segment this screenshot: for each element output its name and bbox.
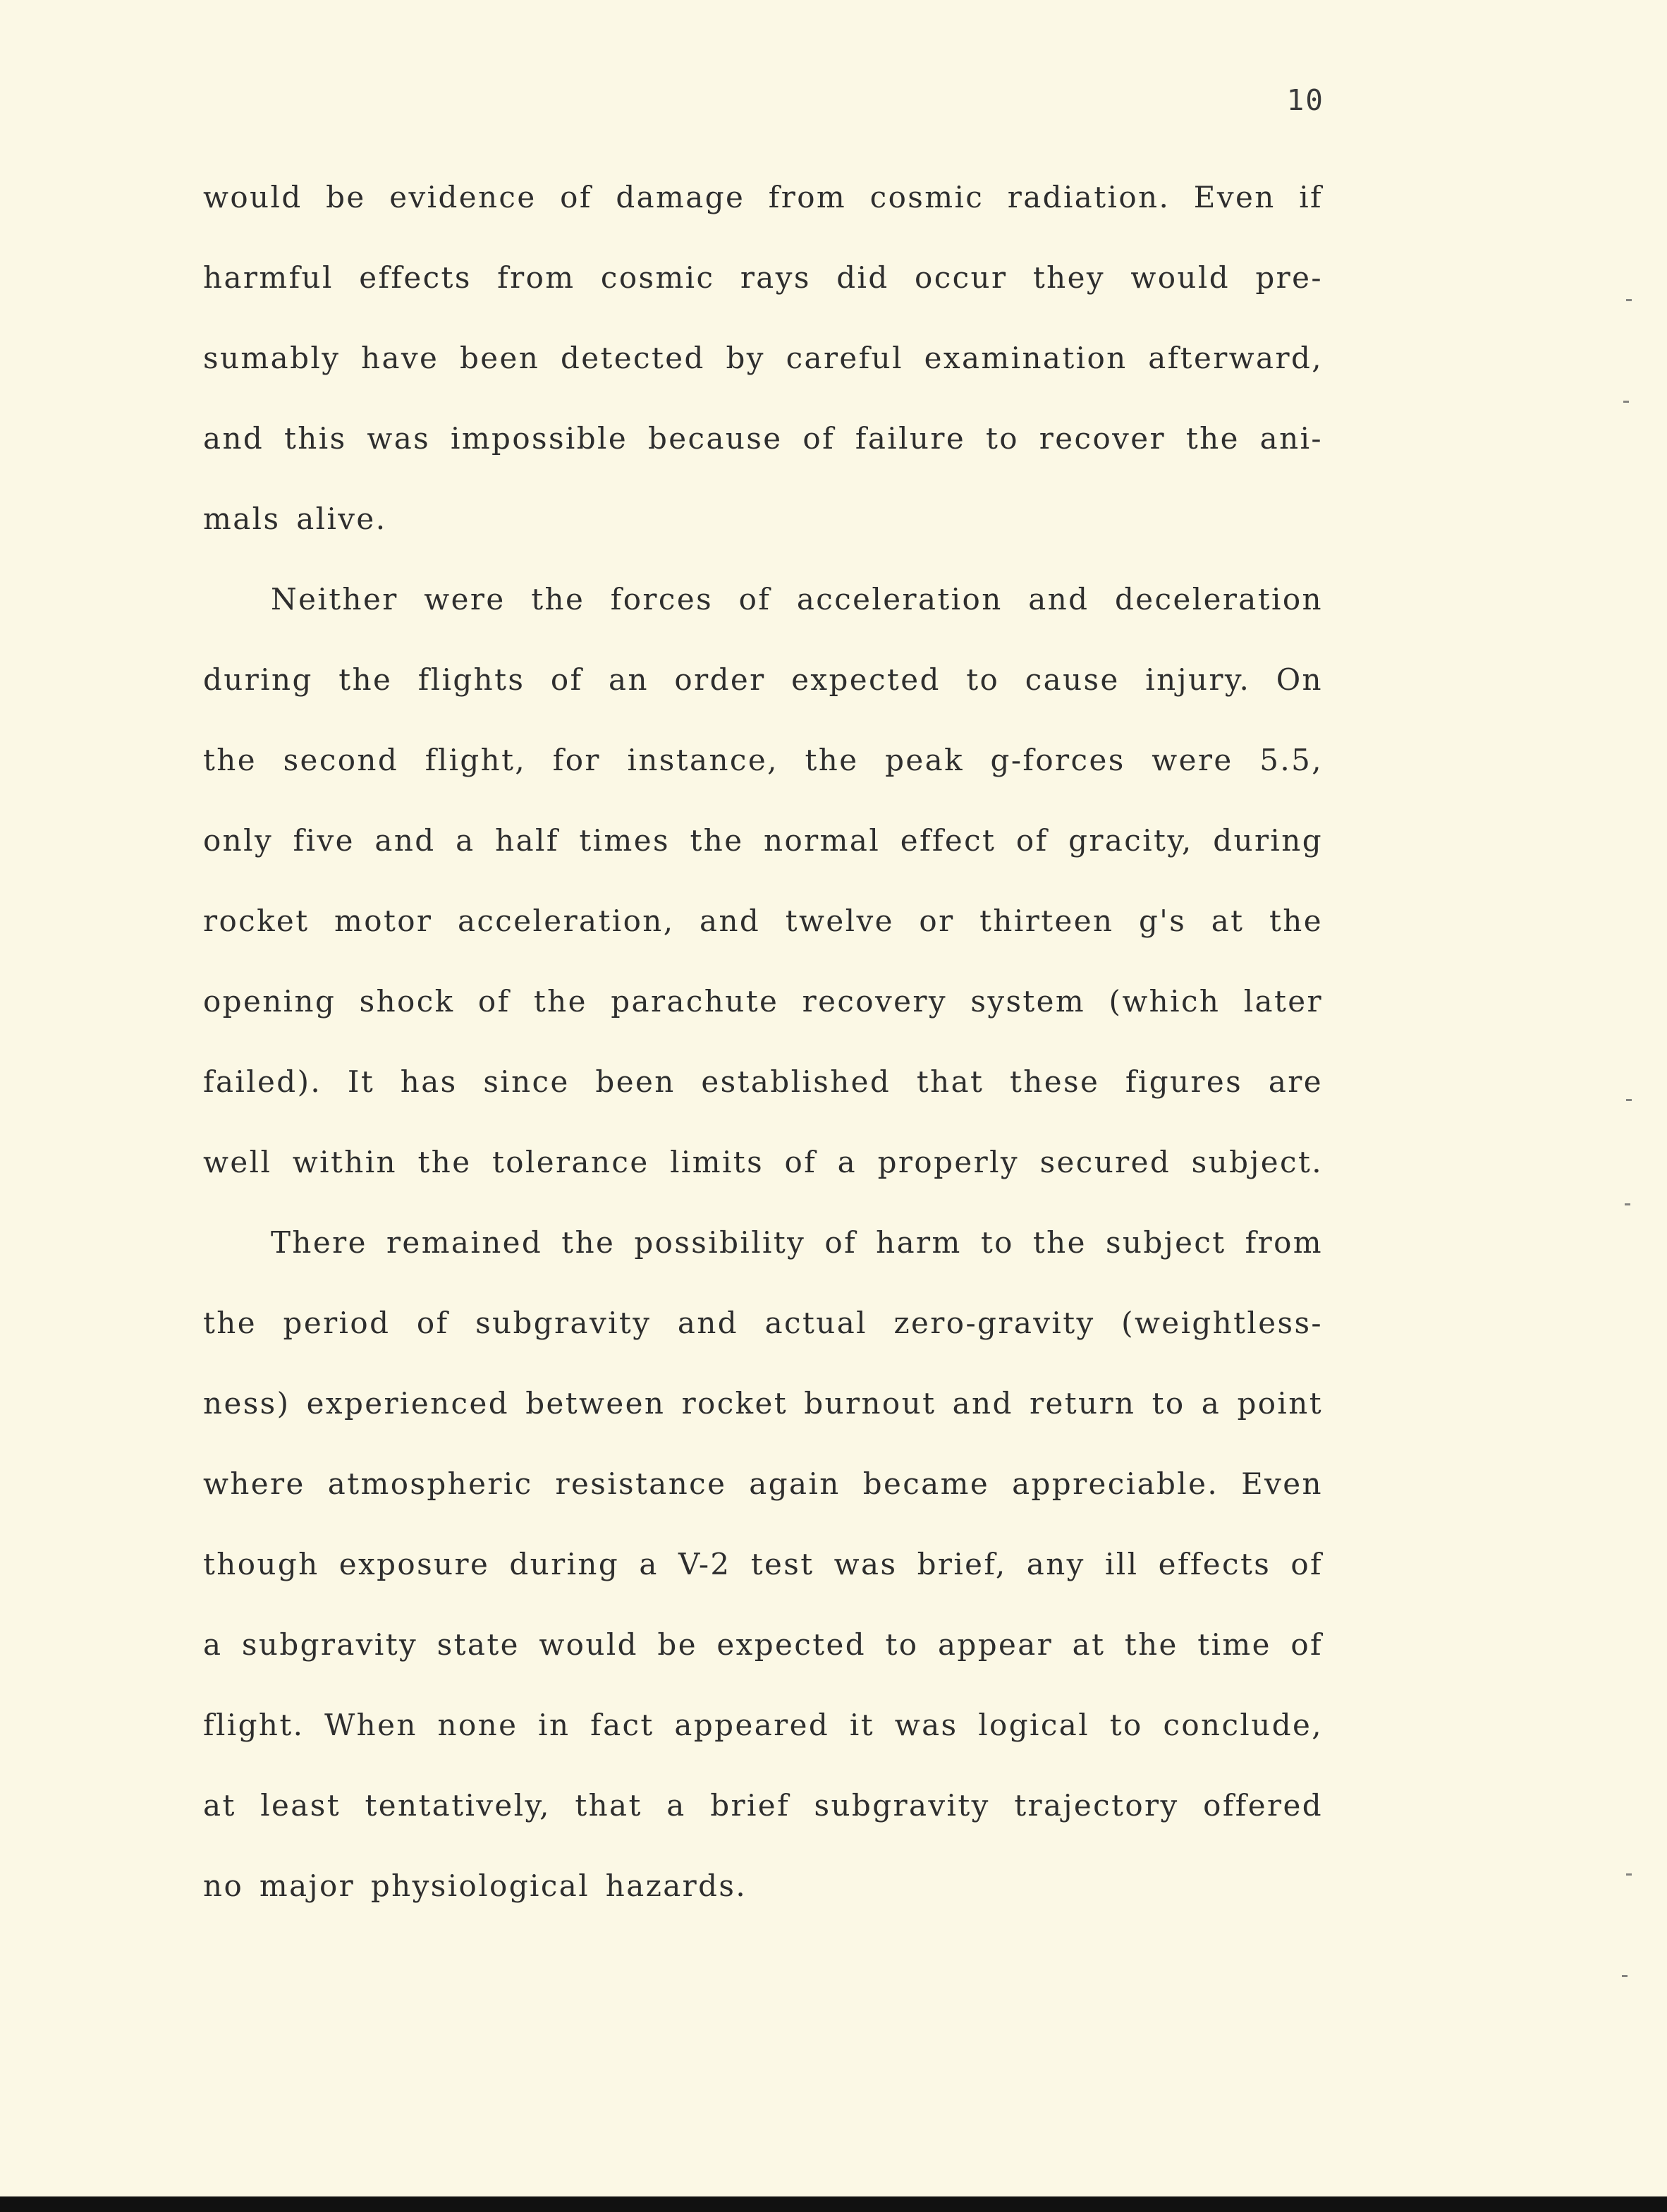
text-line: There remained the possibility of harm to the subject from <box>271 1225 1323 1260</box>
text-line: would be evidence of damage from cosmic radiation. Even if <box>203 180 1323 214</box>
scan-mark <box>1626 299 1632 301</box>
text-line: where atmospheric resistance again became appreciable. Even <box>203 1466 1323 1501</box>
text-line: failed). It has since been established that these figures are <box>203 1064 1323 1099</box>
scan-mark <box>1622 1975 1628 1977</box>
text-line: mals alive. <box>203 502 387 536</box>
text-line: Neither were the forces of acceleration and deceleration <box>271 582 1323 616</box>
text-line: and this was impossible because of failure to recover the ani- <box>203 421 1323 456</box>
scan-mark <box>1626 1099 1632 1101</box>
text-line: well within the tolerance limits of a properly secured subject. <box>203 1145 1323 1179</box>
scan-bottom-edge <box>0 2196 1667 2212</box>
text-line: no major physiological hazards. <box>203 1868 747 1903</box>
text-line: at least tentatively, that a brief subgravity trajectory offered <box>203 1788 1323 1823</box>
text-line: ness) experienced between rocket burnout and return to a point <box>203 1386 1323 1421</box>
scan-mark <box>1623 401 1629 403</box>
text-line: sumably have been detected by careful examination afterward, <box>203 341 1323 375</box>
scan-mark <box>1626 1873 1632 1876</box>
text-line: the second flight, for instance, the peak g-forces were 5.5, <box>203 743 1323 777</box>
text-line: a subgravity state would be expected to appear at the time of <box>203 1627 1323 1662</box>
text-line: only five and a half times the normal effect of gracity, during <box>203 823 1323 858</box>
text-line: though exposure during a V-2 test was brief, any ill effects of <box>203 1547 1323 1581</box>
body-text <box>203 172 1323 1941</box>
text-line: the period of subgravity and actual zero-gravity (weightless- <box>203 1306 1323 1340</box>
text-line: harmful effects from cosmic rays did occur they would pre- <box>203 260 1323 295</box>
page-number: 10 <box>1286 83 1324 117</box>
scan-mark <box>1625 1203 1630 1205</box>
text-line: opening shock of the parachute recovery system (which later <box>203 984 1323 1019</box>
text-line: flight. When none in fact appeared it was logical to conclude, <box>203 1708 1323 1742</box>
text-line: during the flights of an order expected to cause injury. On <box>203 662 1323 697</box>
text-line: rocket motor acceleration, and twelve or thirteen g's at the <box>203 904 1323 938</box>
